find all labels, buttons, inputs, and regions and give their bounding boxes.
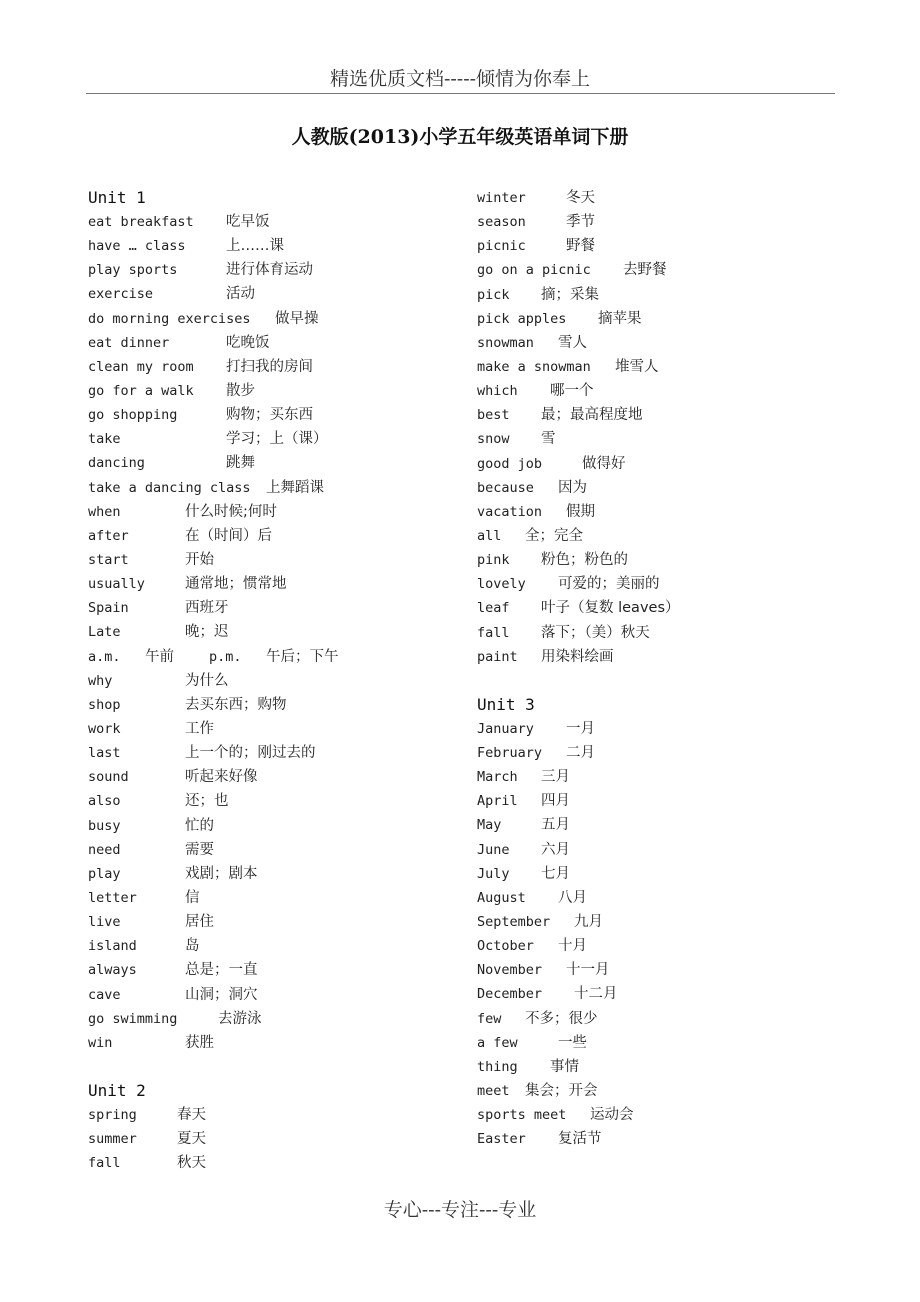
vocab-entry: [477, 934, 877, 958]
chinese-meaning: 忙的: [185, 817, 214, 834]
chinese-meaning: 吃晚饭: [226, 334, 270, 351]
english-word: a.m.: [88, 648, 121, 665]
chinese-meaning: 季节: [566, 214, 595, 231]
chinese-meaning: 因为: [558, 479, 587, 496]
right-column: [477, 186, 877, 1151]
vocab-entry: [477, 838, 877, 862]
english-word: shop: [88, 696, 121, 713]
english-word: summer: [88, 1131, 137, 1148]
chinese-meaning: 九月: [574, 913, 603, 930]
vocab-entry: [88, 693, 468, 717]
chinese-meaning: 活动: [226, 286, 255, 303]
english-word: vacation: [477, 503, 543, 520]
vocab-entry: [477, 452, 877, 476]
english-word: win: [88, 1034, 113, 1051]
chinese-meaning: 复活节: [558, 1131, 602, 1148]
chinese-meaning: 工作: [185, 720, 214, 737]
english-word: all: [477, 527, 502, 544]
chinese-meaning: 十月: [558, 938, 587, 955]
chinese-meaning: 可爱的；美丽的: [558, 576, 660, 593]
chinese-meaning: 听起来好像: [185, 769, 258, 786]
chinese-meaning: 在（时间）后: [185, 527, 272, 544]
chinese-meaning: 为什么: [185, 672, 229, 689]
english-word: Late: [88, 624, 121, 641]
vocab-entry: [88, 451, 468, 475]
english-word: pick: [477, 286, 510, 303]
chinese-meaning: 堆雪人: [615, 358, 659, 375]
english-word: May: [477, 817, 502, 834]
english-word: exercise: [88, 286, 154, 303]
english-word: eat breakfast: [88, 214, 194, 230]
english-word: because: [477, 479, 534, 496]
vocab-entry: [88, 403, 468, 427]
chinese-meaning: 野餐: [566, 238, 595, 255]
unit-heading: Unit 2: [88, 1080, 146, 1100]
english-word: picnic: [477, 238, 526, 255]
english-word: eat dinner: [88, 334, 170, 351]
english-word: last: [88, 745, 121, 762]
vocab-entry: [88, 524, 468, 548]
chinese-meaning: 一月: [566, 720, 595, 737]
chinese-meaning: 上舞蹈课: [266, 479, 324, 496]
english-word: which: [477, 383, 518, 400]
chinese-meaning: 打扫我的房间: [226, 358, 313, 375]
vocab-entry: [477, 379, 877, 403]
chinese-meaning: 假期: [566, 503, 595, 520]
vocab-entry: [88, 258, 468, 282]
chinese-meaning: 去买东西；购物: [185, 696, 287, 713]
vocab-entry: [477, 355, 877, 379]
chinese-meaning: 叶子（复数 leaves）: [541, 600, 680, 617]
english-word: Easter: [477, 1131, 526, 1148]
vocab-entry: [477, 210, 877, 234]
vocab-entry: [477, 741, 877, 765]
chinese-meaning: 戏剧；剧本: [185, 865, 258, 882]
section-gap: [88, 1055, 468, 1079]
chinese-meaning: 午前: [145, 648, 174, 665]
english-word: play: [88, 865, 121, 882]
vocab-entry: [477, 717, 877, 741]
chinese-meaning: 雪: [541, 431, 556, 448]
english-word: March: [477, 769, 518, 786]
chinese-meaning: 通常地；惯常地: [185, 576, 287, 593]
english-word: play sports: [88, 262, 178, 279]
vocab-entry: [477, 645, 877, 669]
chinese-meaning: 三月: [541, 769, 570, 786]
chinese-meaning: 散步: [226, 382, 255, 399]
vocab-entry: [477, 1055, 877, 1079]
chinese-meaning: 去游泳: [218, 1010, 262, 1027]
english-word: April: [477, 793, 518, 810]
vocab-entry: [477, 789, 877, 813]
vocab-entry: [477, 813, 877, 837]
english-word: snowman: [477, 334, 534, 351]
header-rule: [86, 93, 835, 94]
vocab-entry: [88, 572, 468, 596]
english-word: have … class: [88, 238, 186, 255]
chinese-meaning: 用染料绘画: [541, 648, 614, 665]
chinese-meaning: 开始: [185, 551, 214, 568]
vocab-entry: [88, 669, 468, 693]
english-word: October: [477, 938, 534, 955]
chinese-meaning: 做得好: [582, 455, 626, 472]
vocab-entry: [88, 789, 468, 813]
vocab-entry: [88, 983, 468, 1007]
vocab-entry: [88, 1031, 468, 1055]
chinese-meaning: 二月: [566, 744, 595, 761]
english-word: paint: [477, 648, 518, 665]
vocab-entry: [477, 862, 877, 886]
chinese-meaning: 冬天: [566, 190, 595, 206]
vocab-entry: [477, 186, 877, 210]
vocab-entry: [88, 379, 468, 403]
chinese-meaning: 集会；开会: [525, 1082, 598, 1099]
vocab-entry: [477, 524, 877, 548]
vocab-entry: [88, 355, 468, 379]
page-footer: 专心---专注---专业: [383, 1199, 537, 1221]
vocab-entry: [88, 886, 468, 910]
chinese-meaning: 居住: [185, 914, 214, 931]
vocab-entry: [477, 258, 877, 282]
vocab-entry: [477, 427, 877, 451]
english-word: after: [88, 527, 129, 544]
english-word: July: [477, 865, 510, 882]
english-word: need: [88, 841, 121, 858]
english-word: clean my room: [88, 358, 194, 375]
chinese-meaning: 需要: [185, 841, 214, 858]
english-word: go on a picnic: [477, 262, 591, 279]
english-word: February: [477, 744, 543, 761]
chinese-meaning: 雪人: [558, 334, 587, 351]
vocab-entry: [88, 1007, 468, 1031]
vocab-entry: [88, 910, 468, 934]
vocab-entry: [88, 645, 468, 669]
chinese-meaning: 学习；上（课）: [226, 431, 328, 448]
vocab-entry: [88, 427, 468, 451]
section-gap: [477, 669, 877, 693]
chinese-meaning: 十一月: [566, 962, 610, 979]
chinese-meaning: 八月: [558, 889, 587, 906]
chinese-meaning: 晚；迟: [185, 624, 229, 641]
chinese-meaning: 落下；（美）秋天: [541, 624, 650, 641]
vocab-entry: [477, 331, 877, 355]
vocab-entry: [88, 765, 468, 789]
chinese-meaning: 粉色；粉色的: [541, 552, 628, 569]
chinese-meaning: 不多；很少: [525, 1010, 598, 1027]
chinese-meaning: 去野餐: [623, 262, 667, 279]
chinese-meaning: 什么时候;何时: [185, 503, 277, 520]
vocab-entry: [477, 234, 877, 258]
chinese-meaning: 夏天: [177, 1131, 206, 1148]
vocab-entry: [477, 596, 877, 620]
english-word: why: [88, 672, 113, 689]
english-word: few: [477, 1010, 502, 1027]
chinese-meaning: 运动会: [590, 1107, 634, 1124]
english-word: good job: [477, 455, 543, 472]
english-word: June: [477, 841, 510, 858]
vocab-entry: [88, 620, 468, 644]
english-word: snow: [477, 431, 510, 448]
english-word: fall: [477, 624, 510, 641]
english-word: go for a walk: [88, 382, 194, 399]
english-word: cave: [88, 986, 121, 1003]
vocab-entry: [477, 572, 877, 596]
unit-heading: Unit 3: [477, 694, 535, 714]
chinese-meaning: 还；也: [185, 793, 229, 810]
english-word: do morning exercises: [88, 310, 251, 327]
vocab-entry: [88, 500, 468, 524]
english-word: make a snowman: [477, 358, 591, 375]
english-word: when: [88, 503, 121, 520]
english-word: sports meet: [477, 1107, 567, 1124]
vocab-entry: [88, 1103, 468, 1127]
chinese-meaning: 摘；采集: [541, 286, 599, 303]
left-column: [88, 186, 468, 1175]
english-word: September: [477, 913, 551, 930]
vocab-entry: [88, 741, 468, 765]
english-word: meet: [477, 1082, 510, 1099]
chinese-meaning: 午后；下午: [266, 648, 339, 665]
english-word: Spain: [88, 600, 129, 617]
english-word: busy: [88, 817, 121, 834]
vocab-entry: [477, 1079, 877, 1103]
english-word: fall: [88, 1155, 121, 1172]
english-word: best: [477, 407, 510, 424]
chinese-meaning: 五月: [541, 817, 570, 834]
chinese-meaning: 春天: [177, 1106, 206, 1123]
english-word: pink: [477, 552, 510, 569]
vocab-entry: [88, 282, 468, 306]
english-word: January: [477, 720, 534, 737]
vocab-entry: [477, 982, 877, 1006]
english-word: letter: [88, 889, 137, 906]
english-word: August: [477, 889, 526, 906]
english-word: p.m.: [209, 648, 242, 665]
vocab-entry: [477, 1103, 877, 1127]
chinese-meaning: 跳舞: [226, 455, 255, 472]
english-word: thing: [477, 1058, 518, 1075]
vocab-entry: [88, 862, 468, 886]
english-word: usually: [88, 576, 145, 593]
chinese-meaning: 四月: [541, 793, 570, 810]
chinese-meaning: 最；最高程度地: [541, 407, 643, 424]
chinese-meaning: 摘苹果: [598, 310, 642, 327]
chinese-meaning: 获胜: [185, 1034, 214, 1051]
english-word: always: [88, 962, 137, 979]
chinese-meaning: 岛: [185, 938, 200, 955]
chinese-meaning: 六月: [541, 841, 570, 858]
chinese-meaning: 十二月: [574, 986, 618, 1003]
vocab-entry: [88, 234, 468, 258]
chinese-meaning: 七月: [541, 865, 570, 882]
vocab-entry: [88, 210, 468, 234]
vocab-entry: [477, 500, 877, 524]
chinese-meaning: 秋天: [177, 1155, 206, 1172]
unit-heading: Unit 1: [88, 188, 146, 207]
english-word: start: [88, 551, 129, 568]
chinese-meaning: 事情: [550, 1058, 579, 1075]
vocab-entry: [477, 621, 877, 645]
vocab-entry: [477, 1007, 877, 1031]
chinese-meaning: 做早操: [275, 310, 319, 327]
vocab-entry: [88, 958, 468, 982]
english-word: live: [88, 914, 121, 931]
chinese-meaning: 上……课: [226, 238, 284, 255]
chinese-meaning: 信: [185, 889, 200, 906]
english-word: dancing: [88, 455, 145, 472]
vocab-entry: [88, 838, 468, 862]
vocab-entry: [88, 548, 468, 572]
english-word: go shopping: [88, 407, 178, 424]
vocab-entry: [477, 910, 877, 934]
vocab-entry: [477, 283, 877, 307]
english-word: November: [477, 962, 543, 979]
english-word: also: [88, 793, 121, 810]
vocab-entry: [88, 934, 468, 958]
chinese-meaning: 进行体育运动: [226, 262, 313, 279]
chinese-meaning: 一些: [558, 1034, 587, 1051]
english-word: take: [88, 431, 121, 448]
english-word: leaf: [477, 600, 510, 617]
english-word: lovely: [477, 576, 526, 593]
vocab-entry: [477, 548, 877, 572]
chinese-meaning: 总是；一直: [185, 962, 258, 979]
vocab-entry: [477, 1127, 877, 1151]
english-word: pick apples: [477, 310, 567, 327]
chinese-meaning: 购物；买东西: [226, 407, 313, 424]
vocab-entry: [88, 307, 468, 331]
vocab-entry: [477, 886, 877, 910]
vocab-entry: [477, 403, 877, 427]
vocab-entry: [477, 765, 877, 789]
english-word: winter: [477, 190, 526, 206]
vocab-entry: [477, 958, 877, 982]
chinese-meaning: 哪一个: [550, 383, 594, 400]
chinese-meaning: 西班牙: [185, 600, 229, 617]
vocab-entry: [88, 717, 468, 741]
vocab-entry: [477, 476, 877, 500]
vocab-entry: [88, 1127, 468, 1151]
english-word: spring: [88, 1106, 137, 1123]
chinese-meaning: 山洞；洞穴: [185, 986, 258, 1003]
chinese-meaning: 上一个的；刚过去的: [185, 745, 316, 762]
vocab-entry: [88, 814, 468, 838]
vocab-entry: [88, 1151, 468, 1175]
page-header: 精选优质文档-----倾情为你奉上: [329, 68, 591, 90]
document-title: 人教版(2013)小学五年级英语单词下册: [291, 126, 629, 148]
english-word: island: [88, 938, 137, 955]
vocab-entry: [88, 331, 468, 355]
english-word: go swimming: [88, 1010, 178, 1027]
vocab-entry: [88, 596, 468, 620]
vocab-entry: [88, 476, 468, 500]
english-word: season: [477, 214, 526, 231]
english-word: sound: [88, 769, 129, 786]
vocab-entry: [477, 307, 877, 331]
chinese-meaning: 全；完全: [525, 527, 583, 544]
chinese-meaning: 吃早饭: [226, 214, 270, 230]
english-word: work: [88, 720, 121, 737]
english-word: a few: [477, 1034, 518, 1051]
english-word: take a dancing class: [88, 479, 251, 496]
english-word: December: [477, 986, 543, 1003]
vocab-entry: [477, 1031, 877, 1055]
